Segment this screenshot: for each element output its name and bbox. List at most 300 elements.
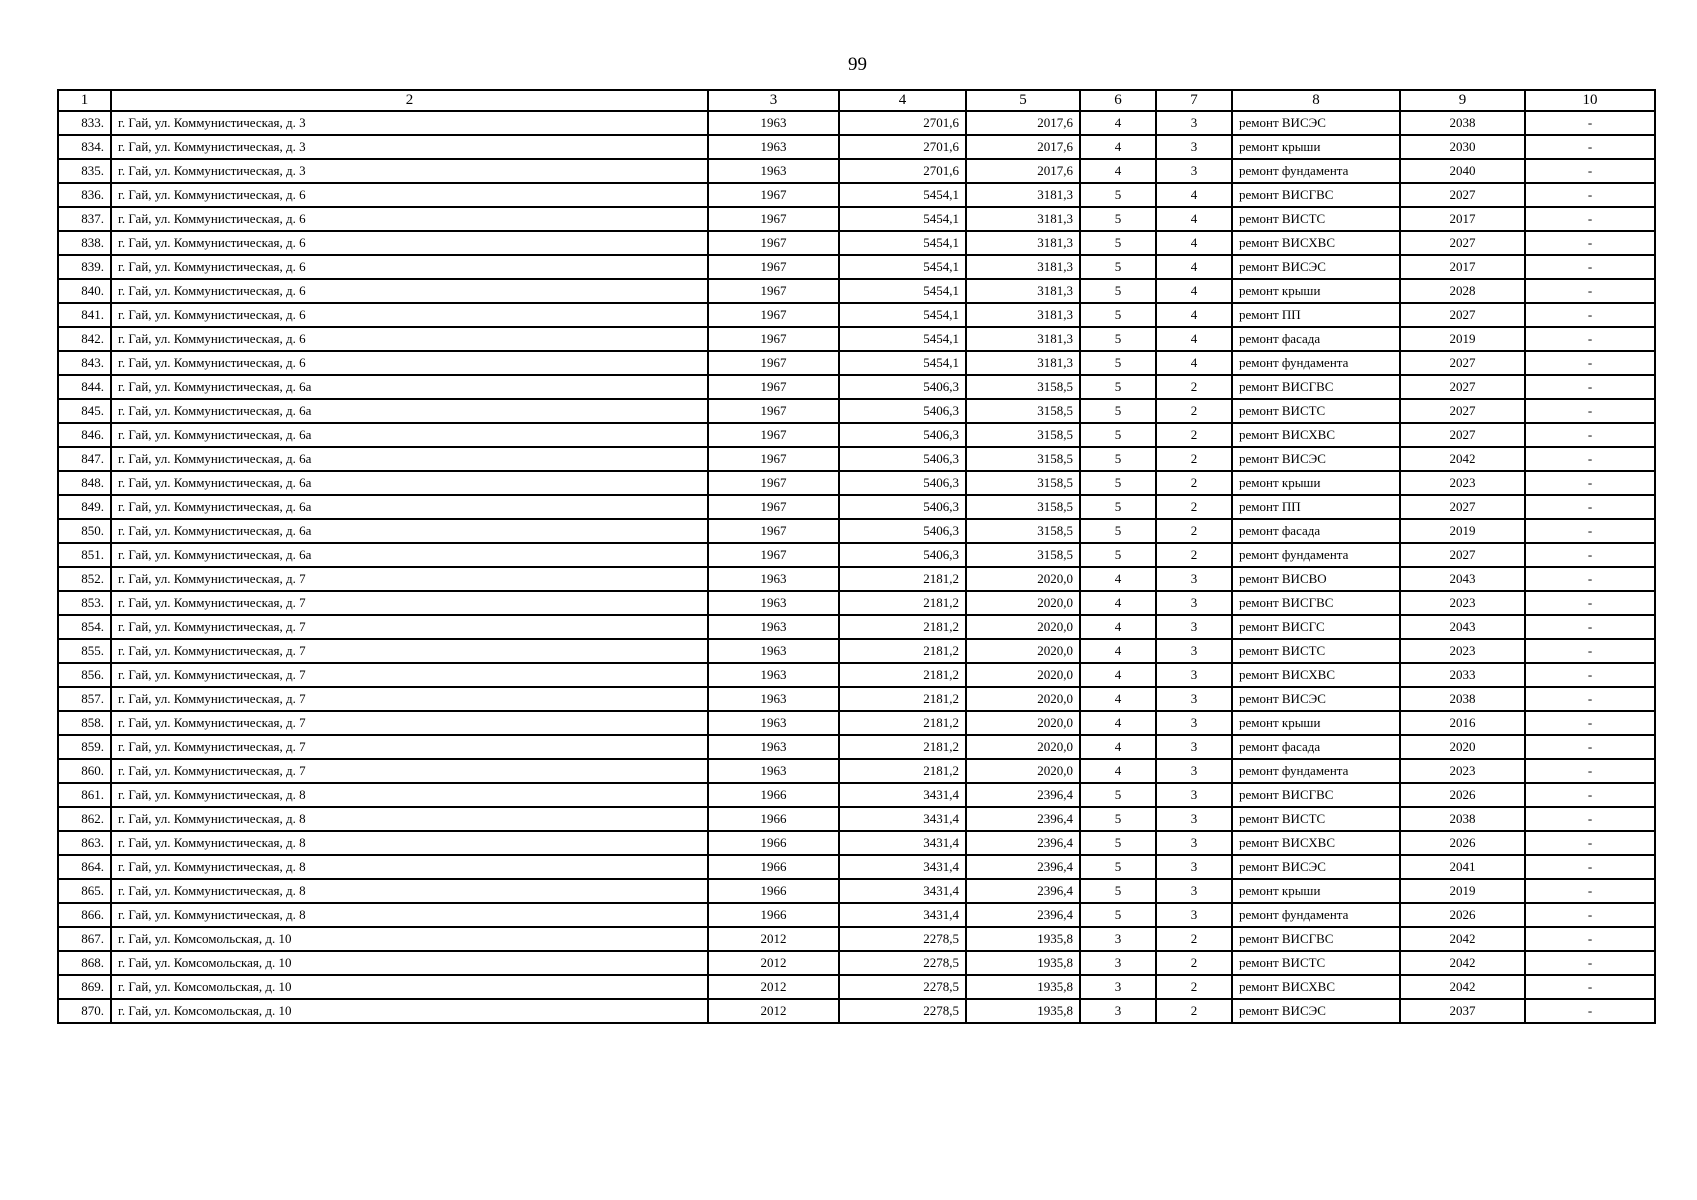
total-area-cell: 5454,1	[839, 231, 966, 255]
living-area-cell: 2020,0	[966, 735, 1080, 759]
planned-year-cell: 2027	[1400, 303, 1525, 327]
floors-cell: 4	[1080, 711, 1156, 735]
planned-year-cell: 2026	[1400, 903, 1525, 927]
planned-year-cell: 2037	[1400, 999, 1525, 1023]
living-area-cell: 3158,5	[966, 423, 1080, 447]
total-area-cell: 2278,5	[839, 975, 966, 999]
table-row	[58, 879, 1655, 903]
address-cell: г. Гай, ул. Коммунистическая, д. 6	[111, 231, 708, 255]
planned-year-cell: 2026	[1400, 831, 1525, 855]
entrances-cell: 3	[1156, 687, 1232, 711]
note-cell: -	[1525, 831, 1655, 855]
total-area-cell: 2181,2	[839, 735, 966, 759]
entrances-cell: 4	[1156, 327, 1232, 351]
work-type-cell: ремонт ПП	[1232, 303, 1400, 327]
floors-cell: 5	[1080, 351, 1156, 375]
living-area-cell: 2017,6	[966, 111, 1080, 135]
row-number-cell: 857.	[58, 687, 111, 711]
work-type-cell: ремонт ВИСТС	[1232, 207, 1400, 231]
living-area-cell: 3181,3	[966, 207, 1080, 231]
table-row	[58, 471, 1655, 495]
table-row	[58, 111, 1655, 135]
row-number-cell: 852.	[58, 567, 111, 591]
work-type-cell: ремонт ВИСГВС	[1232, 783, 1400, 807]
row-number-cell: 865.	[58, 879, 111, 903]
entrances-cell: 3	[1156, 159, 1232, 183]
entrances-cell: 4	[1156, 279, 1232, 303]
planned-year-cell: 2042	[1400, 447, 1525, 471]
row-number-cell: 834.	[58, 135, 111, 159]
note-cell: -	[1525, 375, 1655, 399]
total-area-cell: 5406,3	[839, 471, 966, 495]
living-area-cell: 3181,3	[966, 255, 1080, 279]
column-header: 4	[839, 90, 966, 111]
year-built-cell: 1963	[708, 111, 839, 135]
living-area-cell: 2396,4	[966, 903, 1080, 927]
planned-year-cell: 2040	[1400, 159, 1525, 183]
planned-year-cell: 2043	[1400, 567, 1525, 591]
total-area-cell: 2181,2	[839, 759, 966, 783]
row-number-cell: 866.	[58, 903, 111, 927]
year-built-cell: 1967	[708, 207, 839, 231]
floors-cell: 5	[1080, 255, 1156, 279]
work-type-cell: ремонт ВИСТС	[1232, 807, 1400, 831]
living-area-cell: 3158,5	[966, 495, 1080, 519]
floors-cell: 4	[1080, 615, 1156, 639]
address-cell: г. Гай, ул. Коммунистическая, д. 6а	[111, 543, 708, 567]
year-built-cell: 1966	[708, 879, 839, 903]
floors-cell: 4	[1080, 135, 1156, 159]
living-area-cell: 3181,3	[966, 303, 1080, 327]
table-row	[58, 855, 1655, 879]
living-area-cell: 3158,5	[966, 399, 1080, 423]
total-area-cell: 2181,2	[839, 591, 966, 615]
note-cell: -	[1525, 567, 1655, 591]
entrances-cell: 3	[1156, 135, 1232, 159]
floors-cell: 4	[1080, 759, 1156, 783]
planned-year-cell: 2027	[1400, 543, 1525, 567]
floors-cell: 5	[1080, 471, 1156, 495]
address-cell: г. Гай, ул. Коммунистическая, д. 7	[111, 735, 708, 759]
year-built-cell: 1967	[708, 327, 839, 351]
entrances-cell: 2	[1156, 951, 1232, 975]
note-cell: -	[1525, 927, 1655, 951]
year-built-cell: 1963	[708, 735, 839, 759]
table-row	[58, 807, 1655, 831]
table-row	[58, 543, 1655, 567]
address-cell: г. Гай, ул. Коммунистическая, д. 6	[111, 351, 708, 375]
year-built-cell: 1966	[708, 831, 839, 855]
row-number-cell: 846.	[58, 423, 111, 447]
planned-year-cell: 2043	[1400, 615, 1525, 639]
entrances-cell: 2	[1156, 423, 1232, 447]
address-cell: г. Гай, ул. Коммунистическая, д. 6	[111, 279, 708, 303]
work-type-cell: ремонт ВИСХВС	[1232, 831, 1400, 855]
table-row	[58, 399, 1655, 423]
entrances-cell: 4	[1156, 207, 1232, 231]
year-built-cell: 1963	[708, 135, 839, 159]
floors-cell: 5	[1080, 207, 1156, 231]
column-header: 5	[966, 90, 1080, 111]
floors-cell: 4	[1080, 591, 1156, 615]
year-built-cell: 1967	[708, 375, 839, 399]
row-number-cell: 850.	[58, 519, 111, 543]
note-cell: -	[1525, 279, 1655, 303]
planned-year-cell: 2038	[1400, 111, 1525, 135]
total-area-cell: 2278,5	[839, 951, 966, 975]
address-cell: г. Гай, ул. Коммунистическая, д. 8	[111, 783, 708, 807]
table-row	[58, 903, 1655, 927]
note-cell: -	[1525, 855, 1655, 879]
note-cell: -	[1525, 351, 1655, 375]
note-cell: -	[1525, 687, 1655, 711]
column-header: 10	[1525, 90, 1655, 111]
floors-cell: 3	[1080, 951, 1156, 975]
living-area-cell: 3181,3	[966, 231, 1080, 255]
year-built-cell: 1963	[708, 711, 839, 735]
total-area-cell: 5454,1	[839, 207, 966, 231]
total-area-cell: 5454,1	[839, 183, 966, 207]
row-number-cell: 856.	[58, 663, 111, 687]
table-row	[58, 183, 1655, 207]
entrances-cell: 3	[1156, 711, 1232, 735]
year-built-cell: 1966	[708, 807, 839, 831]
page-number: 99	[848, 54, 867, 75]
work-type-cell: ремонт ВИСХВС	[1232, 423, 1400, 447]
entrances-cell: 2	[1156, 975, 1232, 999]
living-area-cell: 1935,8	[966, 927, 1080, 951]
floors-cell: 5	[1080, 183, 1156, 207]
total-area-cell: 2278,5	[839, 927, 966, 951]
note-cell: -	[1525, 135, 1655, 159]
floors-cell: 5	[1080, 855, 1156, 879]
address-cell: г. Гай, ул. Коммунистическая, д. 6	[111, 327, 708, 351]
table-row	[58, 783, 1655, 807]
planned-year-cell: 2017	[1400, 255, 1525, 279]
work-type-cell: ремонт ВИСТС	[1232, 639, 1400, 663]
column-header: 9	[1400, 90, 1525, 111]
entrances-cell: 3	[1156, 111, 1232, 135]
table-row	[58, 255, 1655, 279]
table-row	[58, 591, 1655, 615]
floors-cell: 5	[1080, 231, 1156, 255]
address-cell: г. Гай, ул. Коммунистическая, д. 6	[111, 207, 708, 231]
total-area-cell: 2701,6	[839, 159, 966, 183]
living-area-cell: 3158,5	[966, 375, 1080, 399]
living-area-cell: 3181,3	[966, 327, 1080, 351]
repair-schedule-table	[57, 89, 1656, 1024]
total-area-cell: 2701,6	[839, 135, 966, 159]
entrances-cell: 3	[1156, 879, 1232, 903]
year-built-cell: 2012	[708, 951, 839, 975]
table-row	[58, 831, 1655, 855]
work-type-cell: ремонт ВИСГС	[1232, 615, 1400, 639]
note-cell: -	[1525, 471, 1655, 495]
living-area-cell: 2020,0	[966, 591, 1080, 615]
planned-year-cell: 2041	[1400, 855, 1525, 879]
floors-cell: 5	[1080, 807, 1156, 831]
year-built-cell: 1966	[708, 903, 839, 927]
note-cell: -	[1525, 255, 1655, 279]
note-cell: -	[1525, 111, 1655, 135]
floors-cell: 5	[1080, 831, 1156, 855]
address-cell: г. Гай, ул. Коммунистическая, д. 7	[111, 615, 708, 639]
planned-year-cell: 2038	[1400, 687, 1525, 711]
address-cell: г. Гай, ул. Коммунистическая, д. 6а	[111, 471, 708, 495]
note-cell: -	[1525, 327, 1655, 351]
total-area-cell: 2181,2	[839, 663, 966, 687]
note-cell: -	[1525, 999, 1655, 1023]
year-built-cell: 1967	[708, 543, 839, 567]
total-area-cell: 3431,4	[839, 783, 966, 807]
year-built-cell: 1967	[708, 351, 839, 375]
total-area-cell: 5406,3	[839, 447, 966, 471]
total-area-cell: 2181,2	[839, 615, 966, 639]
total-area-cell: 5406,3	[839, 519, 966, 543]
planned-year-cell: 2027	[1400, 375, 1525, 399]
address-cell: г. Гай, ул. Коммунистическая, д. 7	[111, 567, 708, 591]
planned-year-cell: 2023	[1400, 471, 1525, 495]
row-number-cell: 841.	[58, 303, 111, 327]
row-number-cell: 839.	[58, 255, 111, 279]
entrances-cell: 3	[1156, 759, 1232, 783]
entrances-cell: 2	[1156, 447, 1232, 471]
work-type-cell: ремонт крыши	[1232, 879, 1400, 903]
floors-cell: 5	[1080, 423, 1156, 447]
entrances-cell: 4	[1156, 303, 1232, 327]
note-cell: -	[1525, 447, 1655, 471]
entrances-cell: 2	[1156, 471, 1232, 495]
living-area-cell: 3158,5	[966, 471, 1080, 495]
note-cell: -	[1525, 399, 1655, 423]
total-area-cell: 5454,1	[839, 303, 966, 327]
planned-year-cell: 2028	[1400, 279, 1525, 303]
total-area-cell: 5406,3	[839, 543, 966, 567]
entrances-cell: 3	[1156, 903, 1232, 927]
floors-cell: 4	[1080, 663, 1156, 687]
work-type-cell: ремонт ВИСЭС	[1232, 999, 1400, 1023]
total-area-cell: 3431,4	[839, 807, 966, 831]
living-area-cell: 2020,0	[966, 615, 1080, 639]
note-cell: -	[1525, 207, 1655, 231]
living-area-cell: 1935,8	[966, 975, 1080, 999]
floors-cell: 4	[1080, 735, 1156, 759]
table-row	[58, 423, 1655, 447]
row-number-cell: 843.	[58, 351, 111, 375]
floors-cell: 5	[1080, 279, 1156, 303]
table-row	[58, 951, 1655, 975]
year-built-cell: 1967	[708, 255, 839, 279]
year-built-cell: 1963	[708, 759, 839, 783]
living-area-cell: 2396,4	[966, 831, 1080, 855]
table-row	[58, 759, 1655, 783]
row-number-cell: 863.	[58, 831, 111, 855]
planned-year-cell: 2020	[1400, 735, 1525, 759]
year-built-cell: 1963	[708, 663, 839, 687]
table-row	[58, 231, 1655, 255]
entrances-cell: 4	[1156, 183, 1232, 207]
address-cell: г. Гай, ул. Коммунистическая, д. 8	[111, 855, 708, 879]
floors-cell: 5	[1080, 375, 1156, 399]
year-built-cell: 1967	[708, 279, 839, 303]
living-area-cell: 2020,0	[966, 567, 1080, 591]
table-row	[58, 495, 1655, 519]
living-area-cell: 2020,0	[966, 663, 1080, 687]
row-number-cell: 848.	[58, 471, 111, 495]
row-number-cell: 862.	[58, 807, 111, 831]
note-cell: -	[1525, 615, 1655, 639]
address-cell: г. Гай, ул. Коммунистическая, д. 6а	[111, 375, 708, 399]
row-number-cell: 859.	[58, 735, 111, 759]
address-cell: г. Гай, ул. Коммунистическая, д. 6а	[111, 399, 708, 423]
year-built-cell: 1963	[708, 639, 839, 663]
work-type-cell: ремонт ВИСГВС	[1232, 927, 1400, 951]
floors-cell: 4	[1080, 567, 1156, 591]
table-row	[58, 447, 1655, 471]
table-row	[58, 519, 1655, 543]
note-cell: -	[1525, 951, 1655, 975]
total-area-cell: 5454,1	[839, 327, 966, 351]
floors-cell: 5	[1080, 543, 1156, 567]
row-number-cell: 868.	[58, 951, 111, 975]
living-area-cell: 3181,3	[966, 351, 1080, 375]
address-cell: г. Гай, ул. Коммунистическая, д. 7	[111, 663, 708, 687]
column-header: 6	[1080, 90, 1156, 111]
year-built-cell: 1967	[708, 519, 839, 543]
table-row	[58, 735, 1655, 759]
total-area-cell: 5454,1	[839, 255, 966, 279]
table-row	[58, 711, 1655, 735]
address-cell: г. Гай, ул. Коммунистическая, д. 6а	[111, 423, 708, 447]
entrances-cell: 3	[1156, 639, 1232, 663]
note-cell: -	[1525, 231, 1655, 255]
column-header: 8	[1232, 90, 1400, 111]
planned-year-cell: 2019	[1400, 327, 1525, 351]
work-type-cell: ремонт ВИСВО	[1232, 567, 1400, 591]
table-row	[58, 615, 1655, 639]
note-cell: -	[1525, 495, 1655, 519]
total-area-cell: 3431,4	[839, 903, 966, 927]
planned-year-cell: 2027	[1400, 231, 1525, 255]
total-area-cell: 2181,2	[839, 687, 966, 711]
living-area-cell: 2020,0	[966, 687, 1080, 711]
note-cell: -	[1525, 735, 1655, 759]
work-type-cell: ремонт ВИСХВС	[1232, 231, 1400, 255]
planned-year-cell: 2026	[1400, 783, 1525, 807]
address-cell: г. Гай, ул. Коммунистическая, д. 6а	[111, 447, 708, 471]
total-area-cell: 3431,4	[839, 855, 966, 879]
note-cell: -	[1525, 543, 1655, 567]
row-number-cell: 851.	[58, 543, 111, 567]
year-built-cell: 2012	[708, 975, 839, 999]
total-area-cell: 2181,2	[839, 639, 966, 663]
year-built-cell: 1967	[708, 231, 839, 255]
floors-cell: 3	[1080, 999, 1156, 1023]
work-type-cell: ремонт крыши	[1232, 279, 1400, 303]
address-cell: г. Гай, ул. Коммунистическая, д. 6а	[111, 519, 708, 543]
entrances-cell: 4	[1156, 351, 1232, 375]
row-number-cell: 861.	[58, 783, 111, 807]
year-built-cell: 1963	[708, 567, 839, 591]
planned-year-cell: 2016	[1400, 711, 1525, 735]
entrances-cell: 3	[1156, 831, 1232, 855]
row-number-cell: 833.	[58, 111, 111, 135]
note-cell: -	[1525, 183, 1655, 207]
row-number-cell: 840.	[58, 279, 111, 303]
living-area-cell: 3158,5	[966, 447, 1080, 471]
table-row	[58, 375, 1655, 399]
total-area-cell: 5406,3	[839, 399, 966, 423]
row-number-cell: 847.	[58, 447, 111, 471]
year-built-cell: 1967	[708, 303, 839, 327]
address-cell: г. Гай, ул. Коммунистическая, д. 6	[111, 303, 708, 327]
column-header: 2	[111, 90, 708, 111]
living-area-cell: 2396,4	[966, 807, 1080, 831]
note-cell: -	[1525, 783, 1655, 807]
work-type-cell: ремонт ВИСТС	[1232, 399, 1400, 423]
living-area-cell: 3181,3	[966, 279, 1080, 303]
planned-year-cell: 2027	[1400, 399, 1525, 423]
address-cell: г. Гай, ул. Коммунистическая, д. 7	[111, 591, 708, 615]
note-cell: -	[1525, 591, 1655, 615]
work-type-cell: ремонт ПП	[1232, 495, 1400, 519]
work-type-cell: ремонт фундамента	[1232, 903, 1400, 927]
column-header: 1	[58, 90, 111, 111]
planned-year-cell: 2023	[1400, 591, 1525, 615]
address-cell: г. Гай, ул. Коммунистическая, д. 6	[111, 183, 708, 207]
table-row	[58, 207, 1655, 231]
living-area-cell: 2396,4	[966, 783, 1080, 807]
floors-cell: 5	[1080, 327, 1156, 351]
planned-year-cell: 2027	[1400, 183, 1525, 207]
address-cell: г. Гай, ул. Коммунистическая, д. 8	[111, 831, 708, 855]
note-cell: -	[1525, 663, 1655, 687]
address-cell: г. Гай, ул. Комсомольская, д. 10	[111, 927, 708, 951]
year-built-cell: 2012	[708, 927, 839, 951]
year-built-cell: 2012	[708, 999, 839, 1023]
work-type-cell: ремонт крыши	[1232, 471, 1400, 495]
column-header: 3	[708, 90, 839, 111]
note-cell: -	[1525, 807, 1655, 831]
floors-cell: 5	[1080, 903, 1156, 927]
work-type-cell: ремонт ВИСЭС	[1232, 111, 1400, 135]
entrances-cell: 4	[1156, 255, 1232, 279]
table-row	[58, 351, 1655, 375]
address-cell: г. Гай, ул. Коммунистическая, д. 3	[111, 111, 708, 135]
work-type-cell: ремонт ВИСГВС	[1232, 375, 1400, 399]
living-area-cell: 2017,6	[966, 135, 1080, 159]
address-cell: г. Гай, ул. Коммунистическая, д. 8	[111, 879, 708, 903]
row-number-cell: 845.	[58, 399, 111, 423]
floors-cell: 5	[1080, 879, 1156, 903]
year-built-cell: 1963	[708, 591, 839, 615]
address-cell: г. Гай, ул. Коммунистическая, д. 3	[111, 159, 708, 183]
table-row	[58, 975, 1655, 999]
row-number-cell: 870.	[58, 999, 111, 1023]
total-area-cell: 5406,3	[839, 423, 966, 447]
table-row	[58, 327, 1655, 351]
work-type-cell: ремонт фундамента	[1232, 351, 1400, 375]
work-type-cell: ремонт ВИСЭС	[1232, 855, 1400, 879]
row-number-cell: 860.	[58, 759, 111, 783]
total-area-cell: 2278,5	[839, 999, 966, 1023]
work-type-cell: ремонт ВИСХВС	[1232, 975, 1400, 999]
year-built-cell: 1967	[708, 471, 839, 495]
table-row	[58, 999, 1655, 1023]
work-type-cell: ремонт фасада	[1232, 327, 1400, 351]
floors-cell: 5	[1080, 519, 1156, 543]
work-type-cell: ремонт крыши	[1232, 711, 1400, 735]
